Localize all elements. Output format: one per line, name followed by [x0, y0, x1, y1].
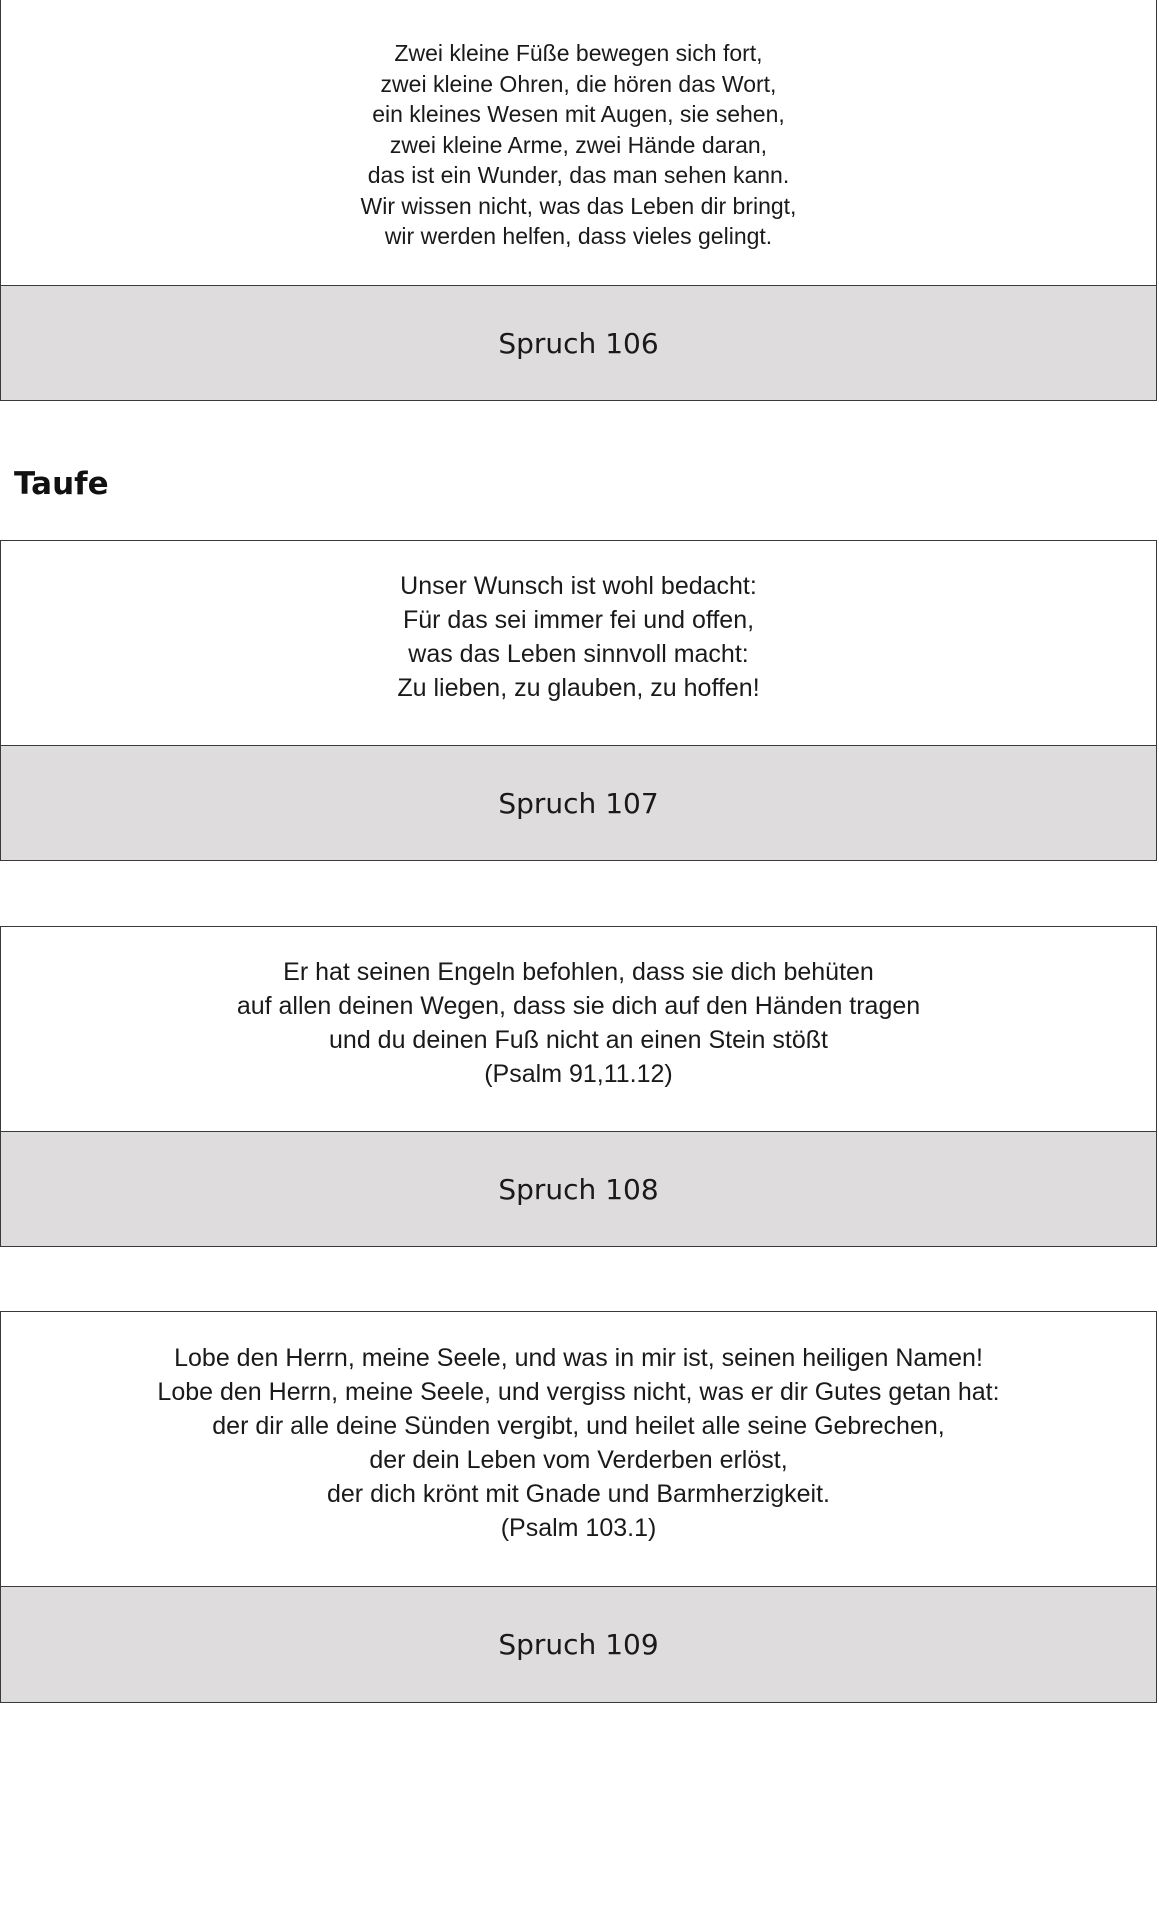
- card-spruch-106: [0, 0, 1157, 401]
- verse-line: Lobe den Herrn, meine Seele, und was in mir ist, seinen heiligen Namen!: [174, 1344, 983, 1372]
- verse-line: Wir wissen nicht, was das Leben dir bringt,: [360, 192, 797, 219]
- card-label: Spruch 109: [1, 1587, 1156, 1702]
- verse-line: zwei kleine Arme, zwei Hände daran,: [389, 131, 768, 158]
- card-spruch-109: [0, 1311, 1157, 1703]
- verse-line: der dein Leben vom Verderben erlöst,: [369, 1446, 788, 1474]
- verse-line: ein kleines Wesen mit Augen, sie sehen,: [372, 101, 785, 128]
- verse-line: der dich krönt mit Gnade und Barmherzigkeit.: [326, 1480, 830, 1508]
- card-spruch-107: [0, 540, 1157, 861]
- card-label: Spruch 107: [1, 746, 1156, 860]
- section-heading-taufe: Taufe: [14, 466, 109, 502]
- verse-line: wir werden helfen, dass vieles gelingt.: [384, 223, 773, 250]
- verse-line: Lobe den Herrn, meine Seele, und vergiss nicht, was er dir Gutes getan hat:: [157, 1378, 1000, 1406]
- verse-line: Zwei kleine Füße bewegen sich fort,: [394, 40, 763, 67]
- verse-line: Zu lieben, zu glauben, zu hoffen!: [397, 674, 760, 702]
- verse-line: (Psalm 103.1): [500, 1514, 657, 1542]
- verse-line: Unser Wunsch ist wohl bedacht:: [400, 572, 757, 600]
- card-verse-text: [1, 1312, 1156, 1587]
- card-verse-text: [1, 541, 1156, 746]
- verse-line: Für das sei immer fei und offen,: [402, 606, 755, 634]
- card-spruch-108: [0, 926, 1157, 1247]
- verse-line: auf allen deinen Wegen, dass sie dich auf den Händen tragen: [236, 992, 921, 1020]
- verse-line: das ist ein Wunder, das man sehen kann.: [367, 162, 790, 189]
- card-label: Spruch 108: [1, 1132, 1156, 1246]
- verse-line: der dir alle deine Sünden vergibt, und heilet alle seine Gebrechen,: [212, 1412, 945, 1440]
- verse-line: (Psalm 91,11.12): [484, 1060, 673, 1088]
- verse-line: und du deinen Fuß nicht an einen Stein stößt: [329, 1026, 828, 1054]
- card-label: Spruch 106: [1, 286, 1156, 400]
- verse-line: Er hat seinen Engeln befohlen, dass sie dich behüten: [283, 958, 874, 986]
- card-verse-text: [1, 0, 1156, 286]
- card-verse-text: [1, 927, 1156, 1132]
- verse-line: zwei kleine Ohren, die hören das Wort,: [380, 70, 777, 97]
- verse-line: was das Leben sinnvoll macht:: [408, 640, 749, 668]
